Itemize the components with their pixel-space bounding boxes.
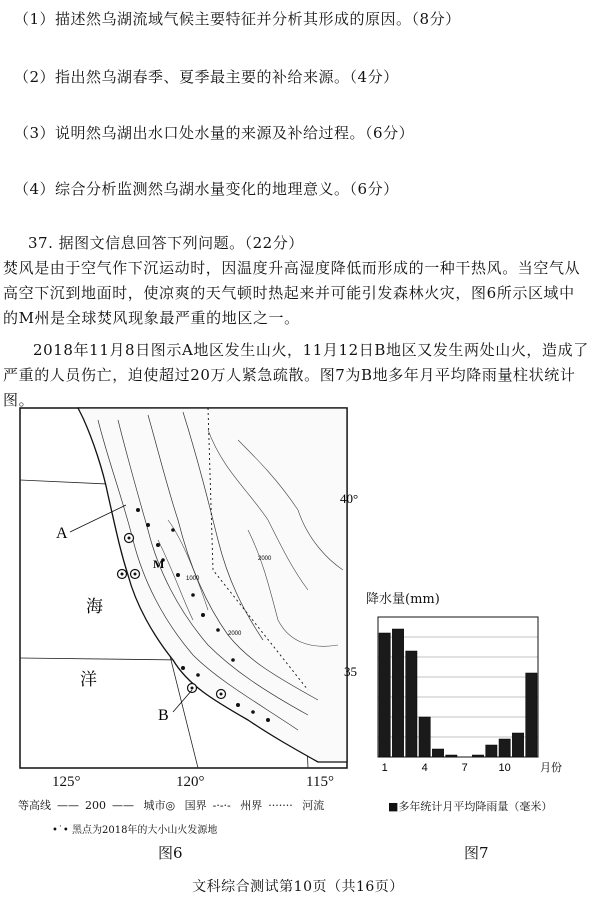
- lon-label-125: 125°: [52, 774, 81, 790]
- chart-tick-label: 1: [381, 762, 388, 774]
- chart-bar: [512, 733, 523, 757]
- chart-xlabel: 月份: [540, 761, 562, 774]
- legend-contour-value: 200: [85, 799, 106, 812]
- place-label-m: M: [153, 557, 165, 571]
- lat-label-40: 40°: [340, 491, 359, 506]
- question-2: （2）指出然乌湖春季、夏季最主要的补给来源。（4分）: [14, 68, 399, 86]
- chart-bar: [432, 749, 443, 757]
- legend-city: 城市◎: [143, 799, 176, 812]
- contour-label: 1000: [186, 576, 200, 582]
- lon-label-115: 115°: [306, 774, 334, 790]
- contour-label: 2000: [228, 631, 242, 637]
- chart-legend: ■多年统计月平均降雨量（毫米）: [388, 800, 553, 813]
- legend-river: 河流: [302, 799, 325, 812]
- map-legend: 等高线 —— 200 —— 城市◎ 国界 -·-·- 州界 ······· 河流: [18, 799, 325, 812]
- figure-6-caption: 图6: [158, 844, 183, 862]
- chart-bar: [406, 651, 417, 757]
- legend-state: 州界: [240, 799, 263, 812]
- question-3: （3）说明然乌湖出水口处水量的来源及补给过程。（6分）: [14, 124, 415, 142]
- question-1: （1）描述然乌湖流域气候主要特征并分析其形成的原因。（8分）: [14, 10, 461, 28]
- chart-bar: [472, 755, 483, 757]
- chart-ylabel: 降水量(mm): [366, 592, 440, 607]
- legend-contour-line-icon: ——: [57, 799, 79, 812]
- sea-label-1: 海: [86, 597, 103, 617]
- sea-label-2: 洋: [80, 670, 97, 690]
- place-label-a: A: [56, 525, 68, 542]
- contour-label: 2000: [258, 556, 272, 562]
- chart-bar: [526, 673, 537, 757]
- chart-bar: [486, 745, 497, 757]
- legend-contour: 等高线: [18, 799, 51, 812]
- page-footer: 文科综合测试第10页（共16页）: [192, 879, 404, 895]
- paragraph-foehn: 焚风是由于空气作下沉运动时，因温度升高湿度降低而形成的一种干热风。当空气从高空下沉到地面时，使凉爽的天气顿时热起来并可能引发森林火灾，图6所示区域中的M州是全球焚风现象最严重的地区之一。: [3, 259, 581, 327]
- legend-state-line-icon: ·······: [268, 799, 293, 812]
- chart-bar: [499, 739, 510, 757]
- chart-tick-label: 4: [421, 762, 428, 774]
- figure-7-caption: 图7: [464, 844, 489, 862]
- fire-dots-icon: •˙•: [52, 825, 72, 836]
- fire-note: •˙• 黑点为2018年的大小山火发源地: [52, 825, 218, 836]
- chart-tick-label: 10: [498, 762, 511, 774]
- legend-square-icon: ■: [388, 800, 399, 813]
- legend-border: 国界: [184, 799, 207, 812]
- figure-7-chart: [372, 605, 562, 785]
- chart-bar: [379, 633, 390, 757]
- question-4: （4）综合分析监测然乌湖水量变化的地理意义。（6分）: [14, 180, 399, 198]
- place-label-b: B: [158, 707, 169, 724]
- question-37-title: 37. 据图文信息回答下列问题。（22分）: [28, 234, 304, 252]
- chart-bar: [419, 717, 430, 757]
- chart-bar: [446, 755, 457, 757]
- chart-tick-label: 7: [461, 762, 468, 774]
- chart-bar: [392, 629, 403, 757]
- lon-label-120: 120°: [176, 774, 205, 790]
- lat-label-35: 35: [344, 664, 357, 679]
- legend-border-line-icon: -·-·-: [212, 799, 231, 812]
- figure-6-map: [8, 400, 359, 770]
- paragraph-fire: 2018年11月8日图示A地区发生山火，11月12日B地区又发生两处山火，造成了严重的人员伤亡，迫使超过20万人紧急疏散。图7为B地多年月平均降雨量柱状统计图。: [3, 341, 589, 409]
